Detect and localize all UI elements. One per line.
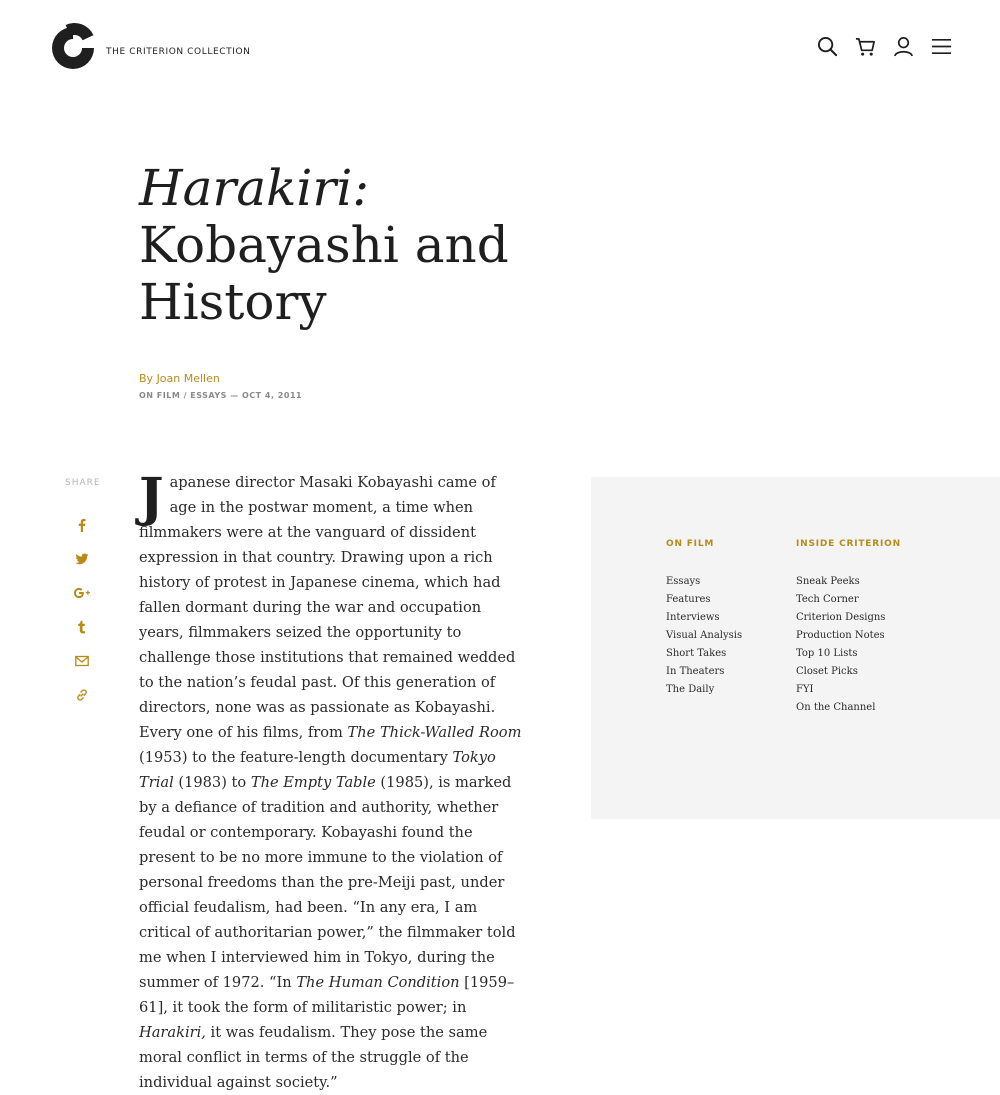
- on-film-heading[interactable]: ON FILM: [666, 539, 715, 549]
- body-text: (1985), is marked by a defiance of tradition and authority, whether feudal or contemporary. Kobayashi found the present to be no more immune to the violation of personal freedoms than the pre-Meiji past, under official feudalism, had been. “In any era, I am critical of authoritarian power,” the filmmaker told me when I interviewed him in Tokyo, during the summer of 1972. “In: [139, 774, 516, 991]
- on-film-list: [666, 573, 742, 699]
- search-icon[interactable]: [817, 36, 838, 57]
- tumblr-icon[interactable]: [72, 619, 92, 634]
- article-title-line: History: [139, 273, 327, 331]
- on-film-item-short-takes[interactable]: Short Takes: [666, 648, 727, 659]
- film-title: The Empty Table: [250, 774, 376, 791]
- article-body: [139, 467, 525, 1095]
- twitter-icon[interactable]: [72, 551, 92, 566]
- body-text: [1959–61], it took the form of militaristic power; in: [139, 974, 515, 1016]
- on-film-item-in-theaters[interactable]: In Theaters: [666, 666, 725, 677]
- author-link[interactable]: Joan Mellen: [156, 372, 220, 385]
- inside-criterion-heading[interactable]: INSIDE CRITERION: [796, 539, 901, 549]
- cart-icon[interactable]: [855, 36, 876, 57]
- inside-item-tech-corner[interactable]: Tech Corner: [796, 594, 859, 605]
- article-title-italic: Harakiri:: [139, 159, 370, 217]
- film-title: Harakiri,: [139, 1024, 206, 1041]
- on-film-item-the-daily[interactable]: The Daily: [666, 684, 715, 695]
- header-actions: [817, 36, 952, 57]
- article-title: [139, 160, 559, 331]
- on-film-item-interviews[interactable]: Interviews: [666, 612, 720, 623]
- body-text: (1953) to the feature-length documentary: [139, 749, 453, 766]
- on-film-item-essays[interactable]: Essays: [666, 576, 701, 587]
- film-title: The Thick-Walled Room: [347, 724, 522, 741]
- meta-separator: /: [183, 391, 191, 400]
- body-text: it was feudalism. They pose the same moral conflict in terms of the struggle of the individual against society.”: [139, 1024, 488, 1091]
- inside-item-top-10-lists[interactable]: Top 10 Lists: [796, 648, 858, 659]
- subcategory-link[interactable]: ESSAYS: [190, 391, 227, 400]
- meta-dash: —: [230, 391, 242, 400]
- facebook-icon[interactable]: [72, 517, 92, 532]
- inside-criterion-column: [796, 539, 901, 717]
- share-buttons: [72, 517, 92, 702]
- publish-date: OCT 4, 2011: [242, 391, 303, 400]
- film-title: Tokyo Trial: [139, 749, 496, 791]
- inside-item-fyi[interactable]: FYI: [796, 684, 814, 695]
- account-icon[interactable]: [893, 36, 914, 57]
- byline-prefix: By: [139, 372, 154, 385]
- menu-icon[interactable]: [931, 36, 952, 57]
- inside-item-production-notes[interactable]: Production Notes: [796, 630, 885, 641]
- article-meta: [139, 391, 302, 400]
- email-icon[interactable]: [72, 653, 92, 668]
- film-title: The Human Condition: [296, 974, 460, 991]
- on-film-item-visual-analysis[interactable]: Visual Analysis: [666, 630, 743, 641]
- on-film-column: [666, 539, 742, 699]
- inside-item-on-the-channel[interactable]: On the Channel: [796, 702, 876, 713]
- body-text: apanese director Masaki Kobayashi came of age in the postwar moment, a time when filmmakers were at the vanguard of dissident expression in that country. Drawing upon a rich history of protest in Japanese cinema, which had fallen dormant during the war and occupation years, filmmakers seized the opportunity to challenge those institutions that remained wedded to the nation’s feudal past. Of this generation of directors, none was as passionate as Kobayashi. Every one of his films, from: [139, 474, 516, 741]
- inside-item-sneak-peeks[interactable]: Sneak Peeks: [796, 576, 860, 587]
- drop-cap: J: [139, 467, 164, 528]
- article-title-line: Kobayashi and: [139, 216, 509, 274]
- byline: [139, 372, 220, 385]
- category-link[interactable]: ON FILM: [139, 391, 181, 400]
- on-film-item-features[interactable]: Features: [666, 594, 711, 605]
- inside-item-criterion-designs[interactable]: Criterion Designs: [796, 612, 886, 623]
- link-icon[interactable]: [72, 687, 92, 702]
- inside-criterion-list: [796, 573, 901, 717]
- criterion-logo-icon[interactable]: [52, 27, 94, 69]
- brand-name[interactable]: THE CRITERION COLLECTION: [106, 47, 251, 57]
- body-text: (1983) to: [173, 774, 251, 791]
- google-plus-icon[interactable]: [72, 585, 92, 600]
- sections-panel: [591, 477, 1000, 819]
- inside-item-closet-picks[interactable]: Closet Picks: [796, 666, 858, 677]
- share-label: SHARE: [65, 478, 101, 488]
